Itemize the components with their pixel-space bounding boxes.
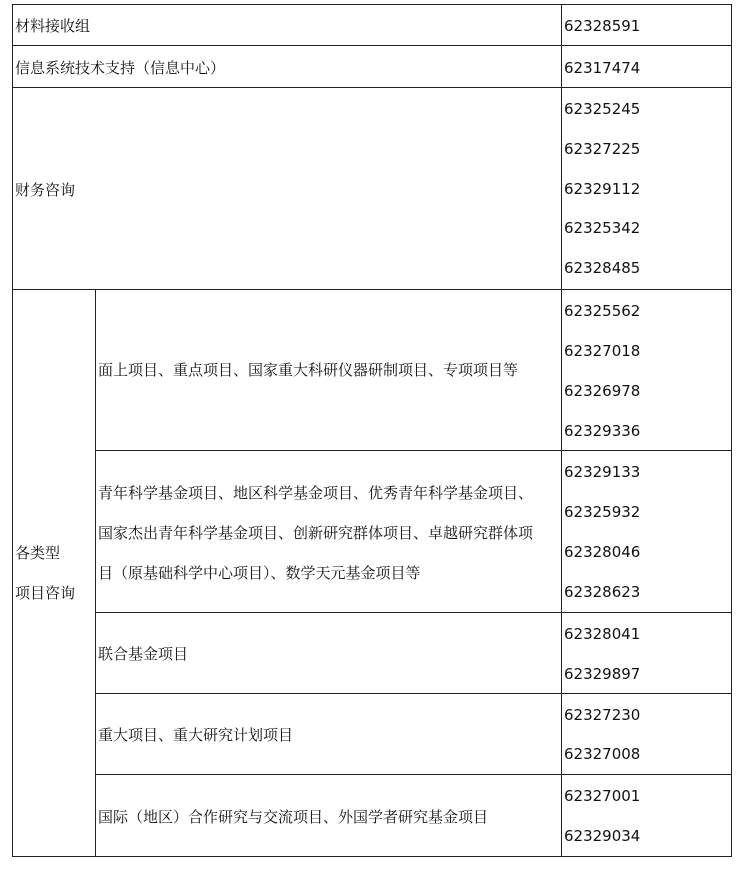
phone-number: 62328485: [564, 259, 641, 277]
sub-item-text-line3: 目（原基础科学中心项目）、数学天元基金项目等: [98, 564, 421, 582]
row-label: 材料接收组: [15, 17, 91, 35]
phone-cell: [561, 87, 732, 290]
phone-cell: [561, 289, 732, 451]
phone-number: 62327225: [564, 140, 641, 158]
row-label: 财务咨询: [15, 181, 76, 199]
phone-number: 62328591: [564, 17, 641, 35]
phone-cell: [561, 774, 732, 857]
phone-number: 62328623: [564, 583, 641, 601]
table-row-label-cell: [12, 45, 562, 88]
sub-item-text: 联合基金项目: [98, 645, 189, 663]
sub-item-cell: [95, 450, 562, 613]
sub-item-text: 面上项目、重点项目、国家重大科研仪器研制项目、专项项目等: [98, 361, 519, 379]
phone-number: 62325342: [564, 219, 641, 237]
sub-item-cell: [95, 612, 562, 694]
phone-number: 62327230: [564, 706, 641, 724]
contact-table: [12, 4, 732, 857]
sub-item-text-line2: 国家杰出青年科学基金项目、创新研究群体项目、卓越研究群体项: [98, 524, 534, 542]
phone-number: 62329034: [564, 827, 641, 845]
phone-number: 62328046: [564, 543, 641, 561]
phone-number: 62329897: [564, 665, 641, 683]
group-label-line1: 各类型: [15, 544, 61, 562]
phone-cell: [561, 45, 732, 88]
sub-item-text-line1: 青年科学基金项目、地区科学基金项目、优秀青年科学基金项目、: [98, 484, 534, 502]
phone-number: 62325245: [564, 100, 641, 118]
group-label-cell: [12, 289, 96, 857]
phone-number: 62329133: [564, 463, 641, 481]
group-label-line2: 项目咨询: [15, 584, 76, 602]
phone-number: 62328041: [564, 625, 641, 643]
phone-cell: [561, 450, 732, 613]
phone-number: 62326978: [564, 382, 641, 400]
phone-number: 62329336: [564, 422, 641, 440]
phone-number: 62327008: [564, 745, 641, 763]
sub-item-cell: [95, 289, 562, 451]
phone-number: 62329112: [564, 180, 641, 198]
phone-cell: [561, 612, 732, 694]
phone-number: 62317474: [564, 59, 641, 77]
phone-cell: [561, 4, 732, 46]
sub-item-text: 重大项目、重大研究计划项目: [98, 726, 294, 744]
phone-number: 62325932: [564, 503, 641, 521]
sub-item-cell: [95, 774, 562, 857]
phone-cell: [561, 693, 732, 775]
sub-item-text: 国际（地区）合作研究与交流项目、外国学者研究基金项目: [98, 808, 489, 826]
table-row-label-cell: [12, 4, 562, 46]
row-label: 信息系统技术支持（信息中心）: [15, 59, 226, 77]
phone-number: 62327018: [564, 342, 641, 360]
phone-number: 62325562: [564, 302, 641, 320]
table-row-label-cell: [12, 87, 562, 290]
phone-number: 62327001: [564, 787, 641, 805]
sub-item-cell: [95, 693, 562, 775]
